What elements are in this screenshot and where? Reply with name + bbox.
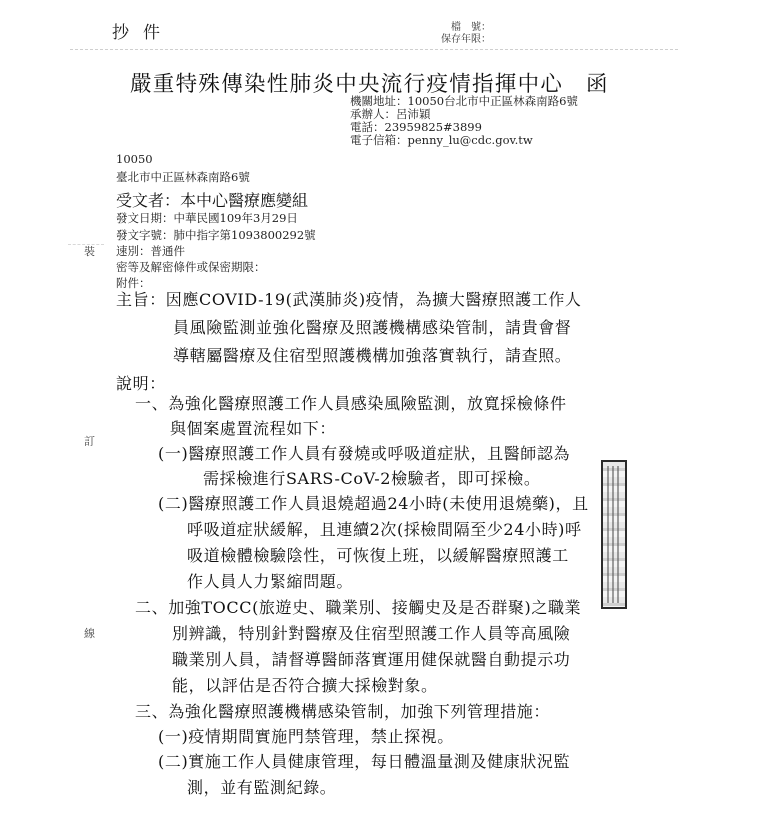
top-divider	[70, 49, 678, 50]
binding-mark-xian: 線	[84, 627, 95, 640]
seal-texture	[607, 466, 621, 603]
explanation-line: 與個案處置流程如下：	[170, 419, 337, 438]
explanation-line: 測，並有監測紀錄。	[187, 778, 337, 797]
explanation-item-2: 二、加強TOCC(旅遊史、職業別、接觸史及是否群聚)之職業	[135, 598, 582, 617]
explanation-subitem: (一)醫療照護工作人員有發燒或呼吸道症狀，且醫師認為	[158, 444, 571, 463]
delivery-speed: 速別：普通件	[116, 244, 185, 258]
explanation-subitem: (一)疫情期間實施門禁管理，禁止探視。	[158, 727, 454, 746]
attachments: 附件：	[116, 276, 151, 290]
retention-label: 保存年限：	[441, 34, 491, 45]
recipient-street: 臺北市中正區林森南路6號	[116, 170, 250, 184]
explanation-item-3: 三、為強化醫療照護機構感染管制，加強下列管理措施：	[135, 702, 551, 721]
explanation-subitem: (二)醫療照護工作人員退燒超過24小時(未使用退燒藥)，且	[158, 494, 589, 513]
file-number-label: 檔 號：	[451, 22, 491, 33]
contact-block	[350, 95, 578, 147]
agency-address: 機關地址：10050台北市中正區林森南路6號	[350, 94, 578, 108]
handler-name: 承辦人：呂沛穎	[350, 107, 431, 121]
explanation-line: 作人員人力緊縮問題。	[187, 572, 354, 591]
subject-line-1: 主旨：因應COVID-19(武漢肺炎)疫情，為擴大醫療照護工作人	[116, 290, 582, 309]
postal-code: 10050	[116, 152, 153, 166]
recipient: 受文者：本中心醫療應變組	[116, 191, 309, 210]
email-address: 電子信箱：penny_lu@cdc.gov.tw	[350, 133, 533, 147]
explanation-line: 職業別人員，請督導醫師落實運用健保就醫自動提示功	[172, 650, 571, 669]
subject-line-3: 導轄屬醫療及住宿型照護機構加強落實執行，請查照。	[173, 346, 572, 365]
subject-line-2: 員風險監測並強化醫療及照護機構感染管制，請貴會督	[173, 318, 572, 337]
official-seal-stamp	[601, 460, 627, 609]
document-number: 發文字號：肺中指字第1093800292號	[116, 228, 316, 242]
issue-date: 發文日期：中華民國109年3月29日	[116, 211, 298, 225]
binding-mark-ding: 訂	[84, 435, 95, 448]
copy-label: 抄件	[112, 23, 174, 43]
explanation-subitem: (二)實施工作人員健康管理，每日體溫量測及健康狀況監	[158, 752, 571, 771]
phone-number: 電話：23959825#3899	[350, 120, 482, 134]
explanation-line: 吸道檢體檢驗陰性，可恢復上班，以緩解醫療照護工	[187, 546, 569, 565]
explanation-line: 別辨識，特別針對醫療及住宿型照護工作人員等高風險	[172, 624, 571, 643]
file-meta	[441, 22, 491, 46]
explanation-line: 需採檢進行SARS-CoV-2檢驗者，即可採檢。	[203, 469, 541, 488]
explanation-label: 說明：	[116, 374, 166, 393]
explanation-line: 呼吸道症狀緩解，且連續2次(採檢間隔至少24小時)呼	[187, 520, 582, 539]
document-title: 嚴重特殊傳染性肺炎中央流行疫情指揮中心 函	[130, 72, 609, 97]
explanation-item-1: 一、為強化醫療照護工作人員感染風險監測，放寬採檢條件	[135, 394, 567, 413]
explanation-line: 能，以評估是否符合擴大採檢對象。	[172, 676, 438, 695]
secrecy-level: 密等及解密條件或保密期限：	[116, 260, 266, 274]
binding-mark-zhuang: 裝	[84, 245, 95, 258]
